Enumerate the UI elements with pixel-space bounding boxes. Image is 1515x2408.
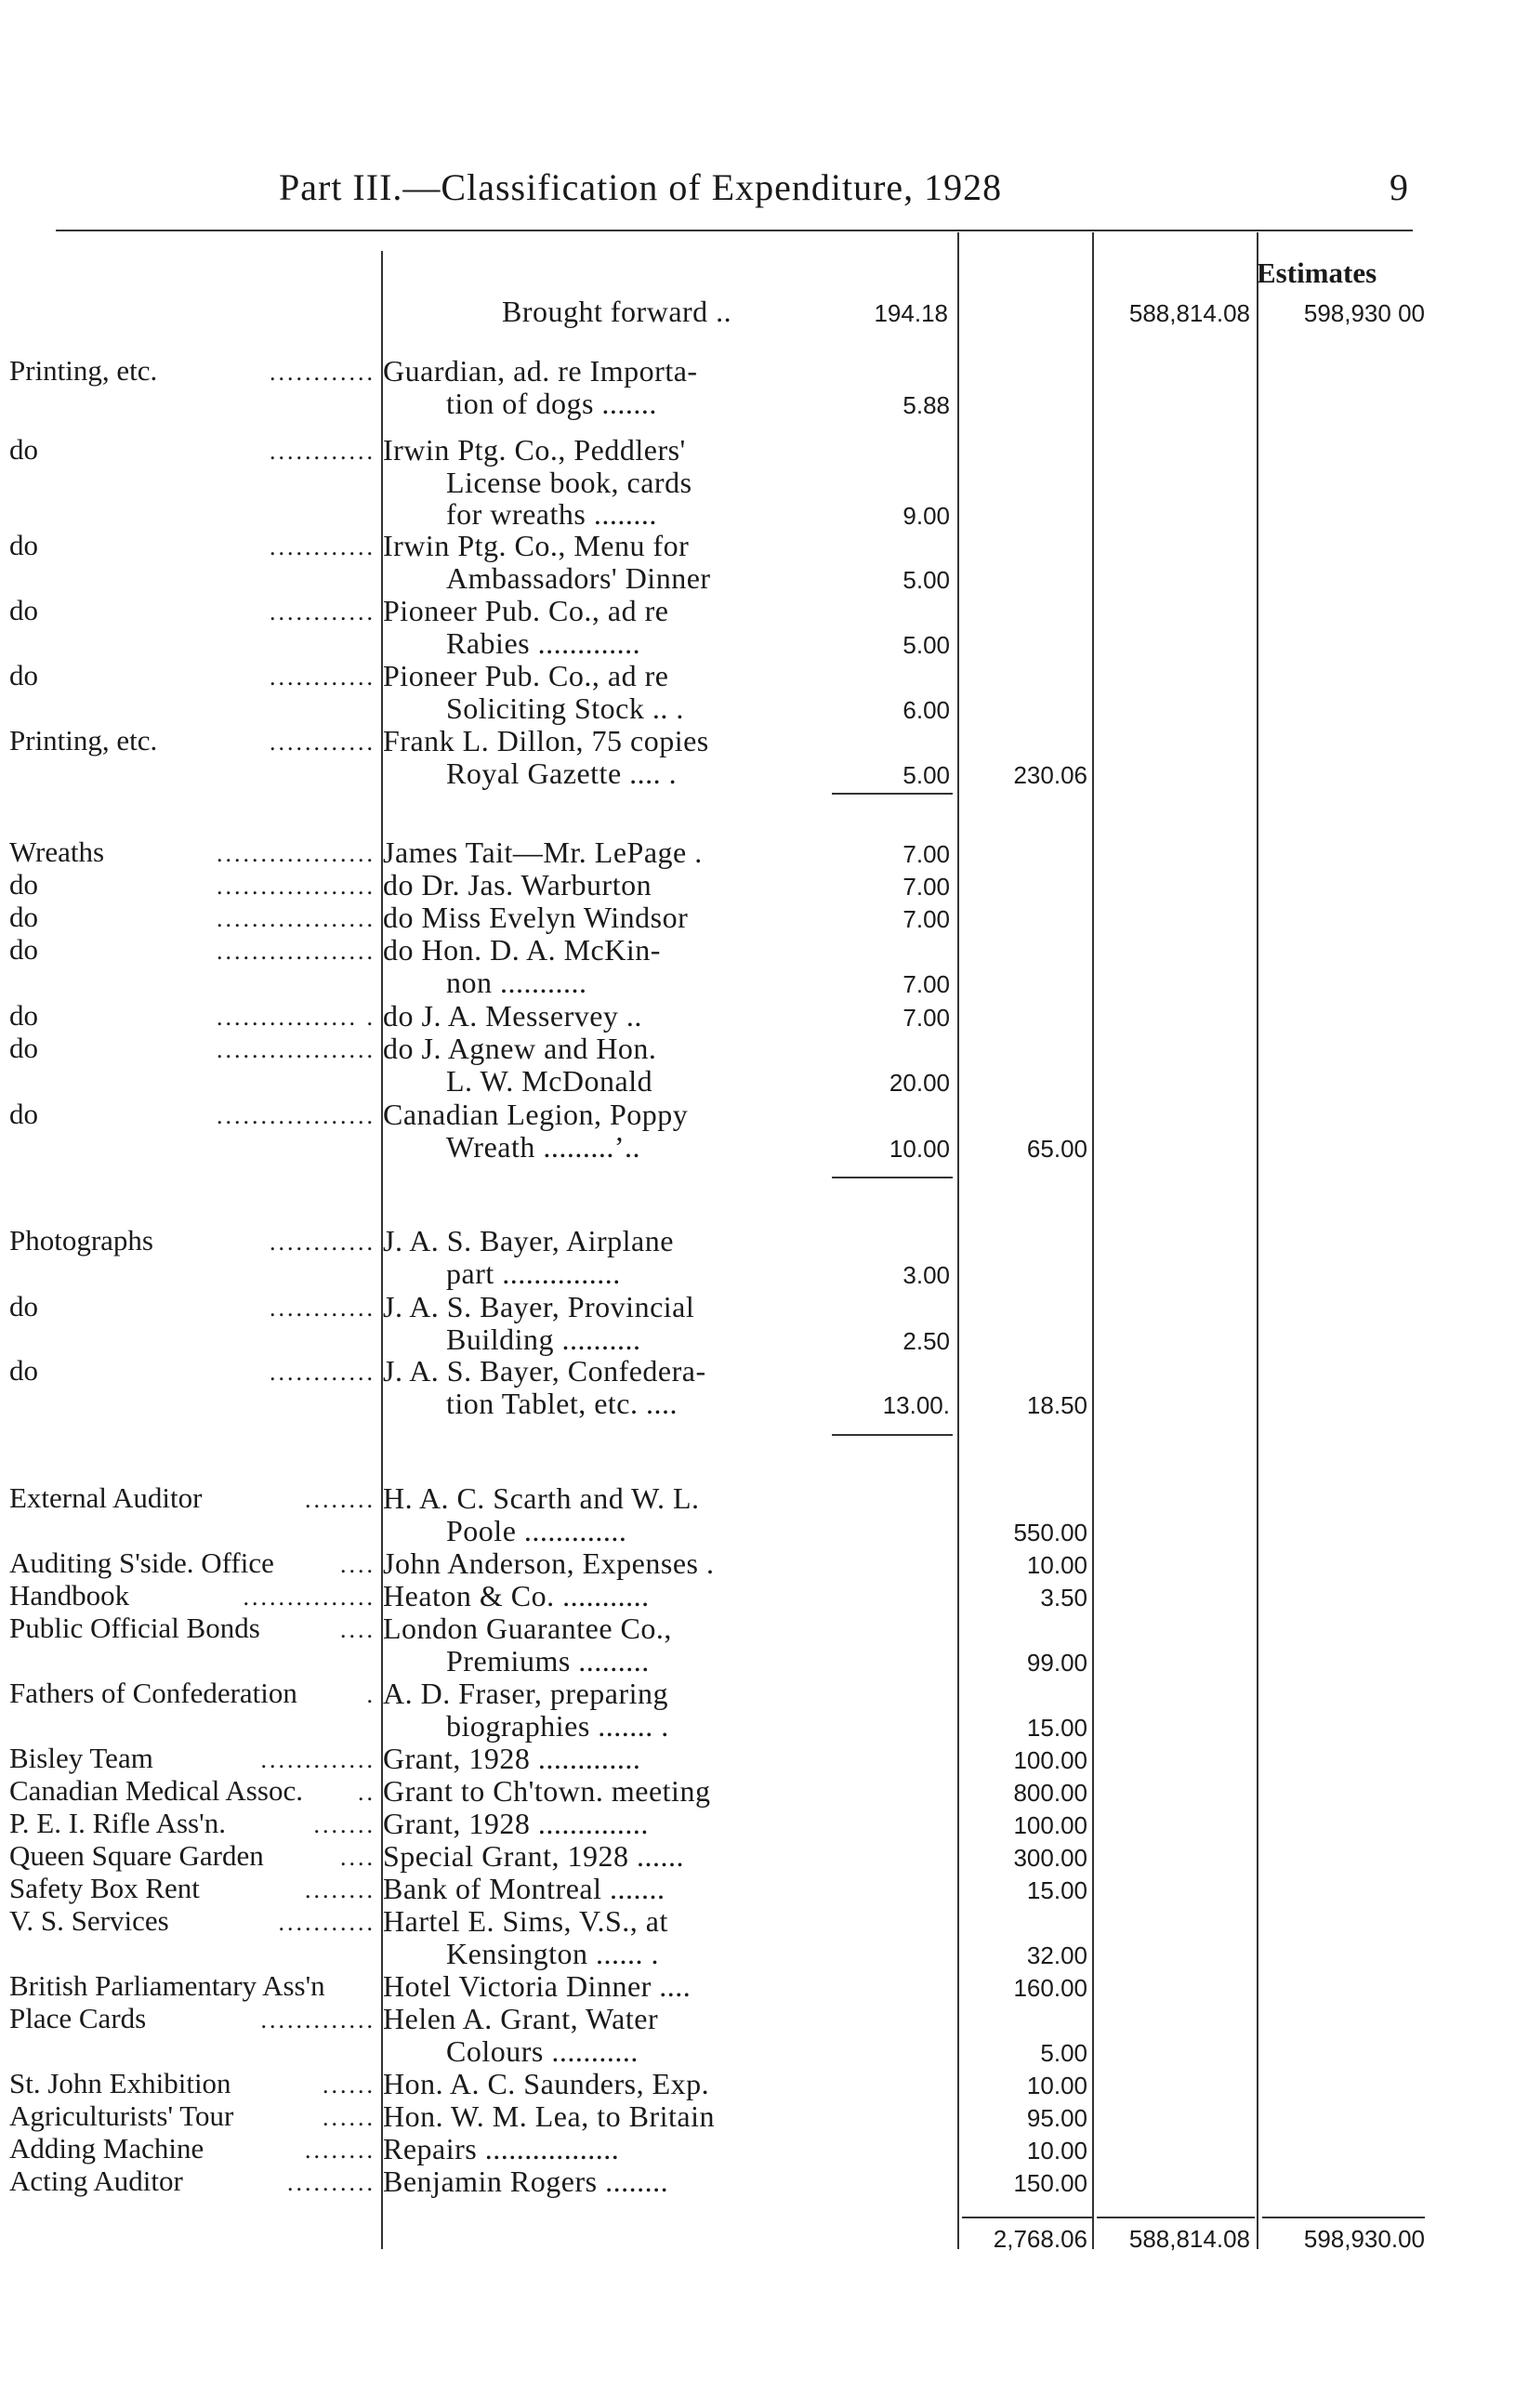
amount-col2: 100.00 [1013,1811,1087,1839]
row-category: do [9,901,38,933]
leader-dots: .......... [287,2169,375,2196]
amount-col1: 7.00 [902,873,950,901]
row-category: Handbook [9,1579,130,1612]
brought-forward-label: Brought forward .. [502,295,732,328]
row-category: do [9,933,38,966]
amount-col2: 99.00 [1026,1648,1087,1677]
row-category: do [9,433,38,466]
leader-dots: ............ [270,1295,375,1322]
leader-dots: ............. [260,2007,375,2033]
amount-col2: 550.00 [1013,1518,1087,1546]
amount-col1: 7.00 [902,1004,950,1032]
row-category: Wreaths [9,836,105,868]
row-description: Pioneer Pub. Co., ad re [383,659,669,692]
amount-col2: 10.00 [1026,1551,1087,1579]
row-category: do [9,1290,38,1322]
row-description: do J. A. Messervey .. [383,999,642,1033]
leader-dots: .................. [217,873,375,900]
amount-col1: 5.00 [902,630,950,659]
leader-dots: .... [340,1844,375,1871]
row-category: Place Cards [9,2002,147,2034]
row-description: Canadian Legion, Poppy [383,1098,689,1131]
row-description: do Dr. Jas. Warburton [383,868,652,901]
brought-forward-col3: 588,814.08 [1128,299,1250,327]
row-category: do [9,1032,38,1064]
leader-dots: ....... [313,1811,375,1838]
row-description: non ........... [446,965,587,999]
leader-dots: ............ [270,599,375,625]
amount-col1: 5.00 [902,565,950,594]
row-description: John Anderson, Expenses . [383,1546,715,1580]
leader-dots: .. [358,1779,375,1806]
row-description: Bank of Montreal ....... [383,1872,665,1905]
leader-dots: ............... [243,1584,375,1611]
column-rule-col3-right [1257,232,1258,2249]
row-description: Poole ............. [446,1513,627,1547]
amount-col2: 3.50 [1040,1584,1087,1612]
total-rule [962,2217,1092,2218]
row-description: tion of dogs ....... [446,386,657,420]
amount-col2: 32.00 [1026,1941,1087,1969]
row-category: Canadian Medical Assoc. [9,1774,303,1807]
total-col4: 598,930.00 [1303,2225,1425,2253]
amount-col1: 7.00 [902,905,950,933]
row-description: Grant to Ch'town. meeting [383,1774,711,1808]
amount-col2: 230.06 [1013,760,1087,789]
page-title: Part III.—Classification of Expenditure, 1928 [279,166,1003,208]
leader-dots: ............ [270,359,375,386]
amount-col2: 10.00 [1026,2137,1087,2165]
leader-dots: ............ [270,1359,375,1386]
amount-col1: 7.00 [902,969,950,998]
amount-col1: 5.88 [902,390,950,419]
row-category: do [9,1098,38,1130]
row-description: Building .......... [446,1322,641,1356]
row-category: do [9,529,38,561]
total-rule [1262,2217,1425,2218]
row-description: Guardian, ad. re Importa- [383,354,698,388]
leader-dots: ................ . [217,1004,375,1031]
amount-col2: 150.00 [1013,2169,1087,2197]
row-category: do [9,1354,38,1387]
row-description: J. A. S. Bayer, Airplane [383,1224,674,1257]
leader-dots: ............ [270,1229,375,1256]
row-description: biographies ....... . [446,1708,669,1743]
row-category: External Auditor [9,1481,203,1514]
leader-dots: .................. [217,1102,375,1129]
row-description: Hotel Victoria Dinner .... [383,1969,692,2003]
row-category: Auditing S'side. Office [9,1546,274,1579]
amount-col1: 5.00 [902,760,950,789]
row-category: do [9,594,38,626]
amount-col2: 15.00 [1026,1876,1087,1904]
total-rule [1097,2217,1255,2218]
row-description: Repairs ................. [383,2132,620,2165]
amount-col1: 3.00 [902,1260,950,1289]
amount-col1: 13.00. [882,1390,950,1419]
row-description: L. W. McDonald [446,1063,653,1098]
row-category: Acting Auditor [9,2165,183,2197]
total-col3: 588,814.08 [1128,2225,1250,2253]
row-category: Fathers of Confederation [9,1677,297,1709]
leader-dots: ...... [323,2072,375,2099]
row-category: Public Official Bonds [9,1612,260,1644]
leader-dots: ...... [323,2104,375,2131]
row-description: Irwin Ptg. Co., Menu for [383,529,690,562]
row-description: Kensington ...... . [446,1936,660,1970]
subtotal-rule [832,1434,953,1436]
leader-dots: .... [340,1551,375,1578]
leader-dots: ............ [270,438,375,465]
brought-forward-col4: 598,930 00 [1303,299,1425,327]
row-description: Pioneer Pub. Co., ad re [383,594,669,627]
amount-col2: 15.00 [1026,1713,1087,1742]
leader-dots: ............ [270,729,375,756]
row-description: Hon. W. M. Lea, to Britain [383,2099,715,2133]
amount-col1: 6.00 [902,695,950,724]
leader-dots: .................. [217,905,375,932]
row-category: P. E. I. Rifle Ass'n. [9,1807,226,1839]
leader-dots: ............ [270,664,375,691]
row-description: Grant, 1928 ............. [383,1742,641,1775]
column-rule-col2-right [1092,232,1094,2249]
leader-dots: ........ [305,1486,375,1513]
row-category: St. John Exhibition [9,2067,231,2099]
leader-dots: .................. [217,938,375,965]
row-description: James Tait—Mr. LePage . [383,836,703,869]
leader-dots: .................. [217,1036,375,1063]
row-category: Printing, etc. [9,354,158,387]
page-header [0,165,1515,221]
leader-dots: . [366,1681,375,1708]
amount-col1: 10.00 [889,1134,950,1163]
page-number: 9 [1390,166,1408,208]
row-category: British Parliamentary Ass'n [9,1969,325,2002]
row-description: for wreaths ........ [446,497,657,531]
row-description: Premiums ......... [446,1643,650,1678]
row-description: Colours ........... [446,2033,639,2068]
leader-dots: ........ [305,2137,375,2164]
row-description: part ............... [446,1256,621,1290]
row-category: Photographs [9,1224,153,1257]
amount-col1: 20.00 [889,1068,950,1097]
row-description: London Guarantee Co., [383,1612,672,1645]
amount-col2: 10.00 [1026,2072,1087,2099]
amount-col1: 7.00 [902,840,950,868]
row-category: Safety Box Rent [9,1872,200,1904]
estimates-label: Estimates [1257,257,1377,289]
amount-col2: 100.00 [1013,1746,1087,1774]
subtotal-rule [832,793,953,795]
leader-dots: .... [340,1616,375,1643]
row-description: Wreath .........’.. [446,1129,641,1164]
row-category: V. S. Services [9,1904,169,1937]
row-category: Queen Square Garden [9,1839,264,1872]
row-description: Benjamin Rogers ........ [383,2165,669,2198]
row-description: Helen A. Grant, Water [383,2002,659,2035]
row-category: Adding Machine [9,2132,204,2165]
row-description: A. D. Fraser, preparing [383,1677,669,1710]
row-description: Grant, 1928 .............. [383,1807,649,1840]
row-category: do [9,659,38,691]
leader-dots: ........ [305,1876,375,1903]
row-description: Soliciting Stock .. . [446,691,684,725]
amount-col2: 18.50 [1026,1390,1087,1419]
row-description: Rabies ............. [446,625,641,660]
leader-dots: ............ [270,533,375,560]
row-description: Ambassadors' Dinner [446,560,711,595]
row-description: Hon. A. C. Saunders, Exp. [383,2067,710,2100]
row-description: H. A. C. Scarth and W. L. [383,1481,700,1515]
row-description: J. A. S. Bayer, Confedera- [383,1354,706,1388]
row-category: Agriculturists' Tour [9,2099,234,2132]
brought-forward-col1: 194.18 [874,299,948,327]
amount-col2: 160.00 [1013,1974,1087,2002]
leader-dots: ............. [260,1746,375,1773]
amount-col2: 65.00 [1026,1134,1087,1163]
row-description: Frank L. Dillon, 75 copies [383,724,709,757]
row-category: Bisley Team [9,1742,153,1774]
row-description: tion Tablet, etc. .... [446,1386,678,1420]
amount-col2: 300.00 [1013,1844,1087,1872]
row-description: License book, cards [446,465,692,499]
amount-col1: 9.00 [902,502,950,530]
row-description: Irwin Ptg. Co., Peddlers' [383,433,686,467]
row-description: Heaton & Co. ........... [383,1579,650,1612]
row-description: Royal Gazette .... . [446,756,678,790]
amount-col2: 800.00 [1013,1779,1087,1807]
row-description: J. A. S. Bayer, Provincial [383,1290,695,1323]
row-description: do J. Agnew and Hon. [383,1032,657,1065]
row-category: Printing, etc. [9,724,158,757]
subtotal-rule [832,1177,953,1178]
row-description: Special Grant, 1928 ...... [383,1839,685,1873]
leader-dots: .................. [217,840,375,867]
row-description: do Miss Evelyn Windsor [383,901,689,934]
total-col2: 2,768.06 [993,2225,1087,2253]
row-category: do [9,999,38,1032]
row-category: do [9,868,38,901]
header-rule [56,230,1413,231]
leader-dots: ........... [278,1909,375,1936]
amount-col2: 95.00 [1026,2104,1087,2132]
row-description: do Hon. D. A. McKin- [383,933,661,967]
row-description: Hartel E. Sims, V.S., at [383,1904,668,1938]
amount-col1: 2.50 [902,1326,950,1355]
amount-col2: 5.00 [1040,2038,1087,2067]
